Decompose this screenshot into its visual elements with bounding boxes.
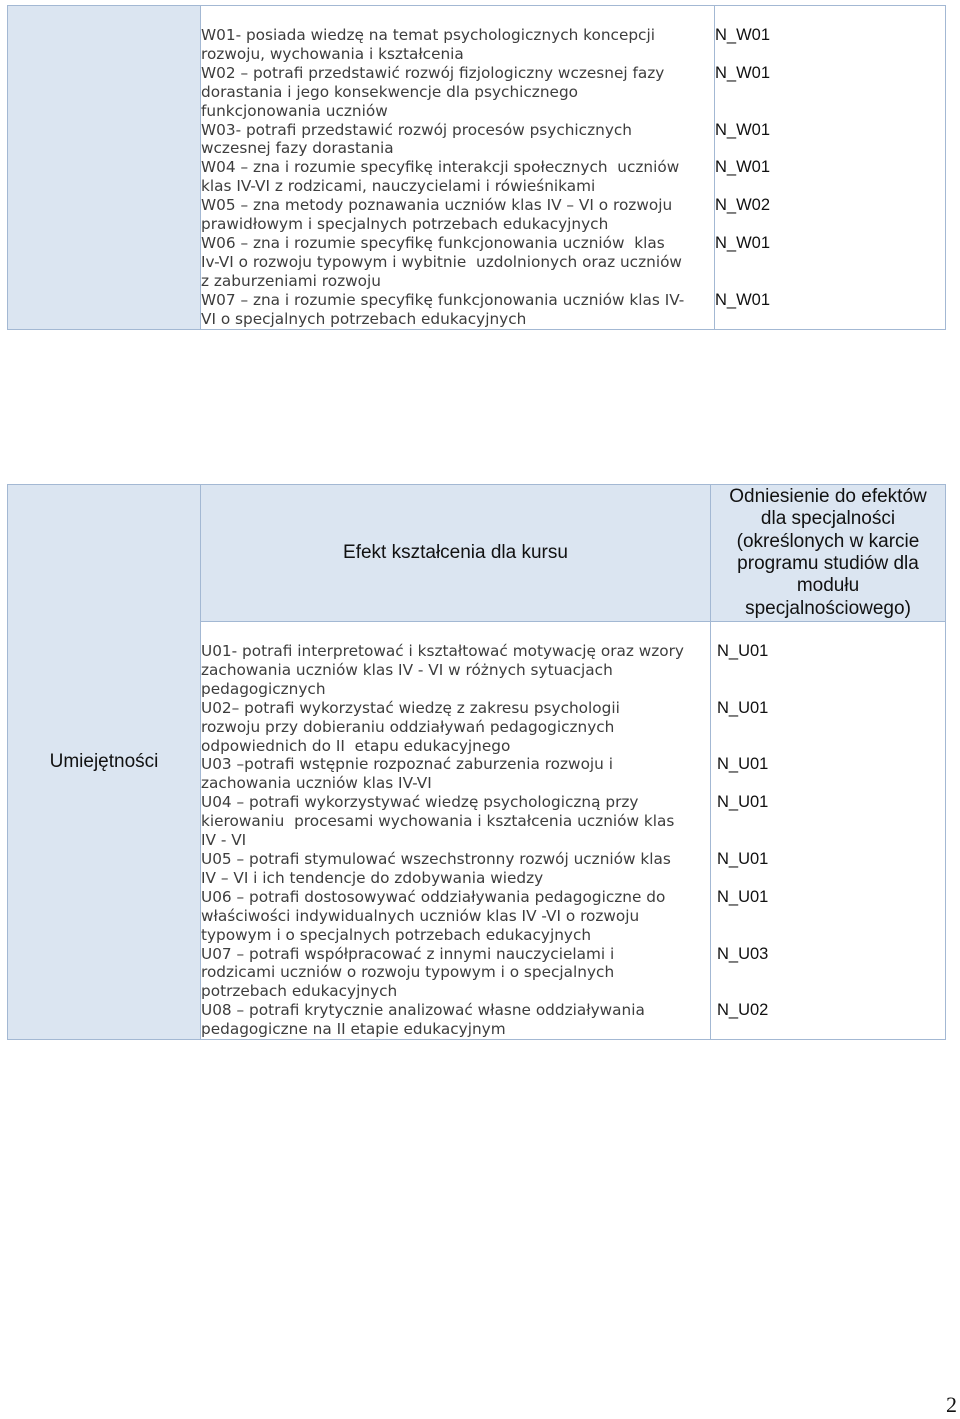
knowledge-outcome-reference-code: N_W01 bbox=[715, 158, 946, 196]
skills-outcomes-table bbox=[7, 484, 946, 1040]
skills-outcome-reference-code: N_U01 bbox=[711, 793, 946, 850]
reference-header-line: programu studiów dla bbox=[737, 553, 919, 574]
knowledge-outcome-description bbox=[201, 234, 715, 291]
knowledge-outcome-description-line: W02 – potrafi przedstawić rozwój fizjologiczny wczesnej fazy bbox=[201, 63, 665, 82]
knowledge-outcome-description-line: klas IV-VI z rodzicami, nauczycielami i rówieśnikami bbox=[201, 177, 596, 196]
knowledge-outcome-reference-code: N_W01 bbox=[715, 234, 946, 291]
knowledge-outcome-description-line: rozwoju, wychowania i kształcenia bbox=[201, 44, 464, 63]
skills-outcome-description-line: U04 – potrafi wykorzystywać wiedzę psychologiczną przy bbox=[201, 793, 639, 812]
skills-outcome-description-line: zachowania uczniów klas IV - VI w różnych sytuacjach bbox=[201, 660, 613, 679]
knowledge-outcome-description-line: W07 – zna i rozumie specyfikę funkcjonowania uczniów klas IV- bbox=[201, 290, 685, 309]
reference-header-line: (określonych w karcie bbox=[736, 530, 920, 552]
reference-header-line: Odniesienie do efektów bbox=[729, 485, 927, 507]
skills-outcome-description bbox=[201, 1001, 711, 1039]
skills-outcome-description-line: U08 – potrafi krytycznie analizować własne oddziaływania bbox=[201, 1001, 645, 1020]
skills-outcome-description-line: odpowiednich do II etapu edukacyjnego bbox=[201, 736, 511, 755]
knowledge-outcome-description-line: W06 – zna i rozumie specyfikę funkcjonowania uczniów klas bbox=[201, 233, 665, 252]
knowledge-outcome-description-line: W03- potrafi przedstawić rozwój procesów psychicznych bbox=[201, 120, 632, 139]
skills-outcome-description-line: potrzebach edukacyjnych bbox=[201, 982, 398, 1001]
skills-category-cell bbox=[8, 485, 201, 1040]
skills-outcome-reference-code: N_U01 bbox=[711, 850, 946, 888]
reference-header-line: modułu bbox=[796, 575, 860, 597]
skills-outcome-description-line: U07 – potrafi współpracować z innymi nauczycielami i bbox=[201, 944, 615, 963]
skills-outcome-reference-code: N_U01 bbox=[711, 755, 946, 793]
skills-outcome-reference-code: N_U02 bbox=[711, 1001, 946, 1039]
knowledge-outcomes-table bbox=[7, 5, 946, 330]
skills-outcome-description-line: typowym i o specjalnych potrzebach edukacyjnych bbox=[201, 925, 592, 944]
knowledge-outcome-description bbox=[201, 64, 715, 121]
skills-outcome-description bbox=[201, 793, 711, 850]
skills-outcome-description-line: pedagogiczne na II etapie edukacyjnym bbox=[201, 1020, 506, 1039]
skills-outcome-description-line: właściwości indywidualnych uczniów klas IV -VI o rozwoju bbox=[201, 906, 640, 925]
skills-outcome-description-line: IV – VI i ich tendencje do zdobywania wiedzy bbox=[201, 868, 544, 887]
knowledge-outcome-description-line: W05 – zna metody poznawania uczniów klas IV – VI o rozwoju bbox=[201, 196, 673, 215]
skills-outcome-description bbox=[201, 888, 711, 945]
skills-outcome-description bbox=[201, 622, 711, 699]
skills-header-row bbox=[8, 485, 946, 622]
knowledge-outcome-reference-code: N_W01 bbox=[715, 291, 946, 329]
skills-outcome-description-line: pedagogicznych bbox=[201, 679, 326, 698]
knowledge-outcome-description-line: W04 – zna i rozumie specyfikę interakcji społecznych uczniów bbox=[201, 158, 680, 177]
skills-outcome-description-line: U01- potrafi interpretować i kształtować motywację oraz wzory bbox=[201, 642, 684, 660]
skills-outcomes-body bbox=[8, 485, 946, 1040]
knowledge-outcome-description bbox=[201, 158, 715, 196]
knowledge-outcome-description-line: Iv-VI o rozwoju typowym i wybitnie uzdolnionych oraz uczniów bbox=[201, 252, 682, 271]
knowledge-outcome-description bbox=[201, 291, 715, 329]
skills-outcome-description-line: zachowania uczniów klas IV-VI bbox=[201, 774, 432, 793]
skills-outcome-description bbox=[201, 755, 711, 793]
skills-outcome-reference-code: N_U03 bbox=[711, 945, 946, 1002]
knowledge-outcomes-body bbox=[8, 6, 946, 330]
knowledge-outcome-description-line: wczesnej fazy dorastania bbox=[201, 139, 394, 158]
skills-outcome-description-line: rozwoju przy dobieraniu oddziaływań pedagogicznych bbox=[201, 717, 615, 736]
skills-outcome-description bbox=[201, 699, 711, 756]
skills-outcome-description-line: kierowaniu procesami wychowania i kształcenia uczniów klas bbox=[201, 812, 675, 831]
reference-column-header bbox=[711, 485, 946, 622]
knowledge-outcome-description-line: prawidłowym i specjalnych potrzebach edukacyjnych bbox=[201, 215, 609, 234]
knowledge-outcome-row bbox=[8, 6, 946, 64]
effect-column-header bbox=[201, 485, 711, 622]
knowledge-outcome-description-line: z zaburzeniami rozwoju bbox=[201, 271, 381, 290]
knowledge-outcome-reference-code: N_W02 bbox=[715, 196, 946, 234]
reference-header-line: dla specjalności bbox=[760, 508, 896, 530]
skills-outcome-description bbox=[201, 945, 711, 1002]
knowledge-outcome-description-line: VI o specjalnych potrzebach edukacyjnych bbox=[201, 309, 527, 328]
skills-outcome-description-line: U03 –potrafi wstępnie rozpoznać zaburzenia rozwoju i bbox=[201, 755, 613, 774]
knowledge-outcome-description-line: dorastania i jego konsekwencje dla psychicznego bbox=[201, 82, 579, 101]
knowledge-outcome-description bbox=[201, 196, 715, 234]
knowledge-outcome-description-line: funkcjonowania uczniów bbox=[201, 101, 388, 120]
skills-outcome-description-line: U06 – potrafi dostosowywać oddziaływania pedagogiczne do bbox=[201, 887, 666, 906]
skills-outcome-reference-code: N_U01 bbox=[711, 622, 946, 699]
skills-outcome-description-line: rodzicami uczniów o rozwoju typowym i o specjalnych bbox=[201, 963, 615, 982]
skills-outcome-description-line: U02– potrafi wykorzystać wiedzę z zakresu psychologii bbox=[201, 698, 620, 717]
knowledge-outcome-description bbox=[201, 6, 715, 64]
effect-column-header-label: Efekt kształcenia dla kursu bbox=[343, 541, 568, 563]
knowledge-outcome-reference-code: N_W01 bbox=[715, 6, 946, 64]
skills-outcome-reference-code: N_U01 bbox=[711, 699, 946, 756]
skills-outcome-description bbox=[201, 850, 711, 888]
knowledge-outcome-description bbox=[201, 121, 715, 159]
knowledge-outcome-description-line: W01- posiada wiedzę na temat psychologicznych koncepcji bbox=[201, 26, 655, 44]
reference-header-line: specjalnościowego) bbox=[745, 597, 911, 619]
skills-outcome-description-line: IV - VI bbox=[201, 831, 247, 850]
knowledge-outcome-reference-code: N_W01 bbox=[715, 121, 946, 159]
knowledge-outcome-reference-code: N_W01 bbox=[715, 64, 946, 121]
skills-category-label: Umiejętności bbox=[49, 751, 159, 773]
skills-outcome-reference-code: N_U01 bbox=[711, 888, 946, 945]
page-number: 2 bbox=[946, 1392, 957, 1417]
skills-outcome-description-line: U05 – potrafi stymulować wszechstronny rozwój uczniów klas bbox=[201, 849, 671, 868]
knowledge-category-cell bbox=[8, 6, 201, 330]
